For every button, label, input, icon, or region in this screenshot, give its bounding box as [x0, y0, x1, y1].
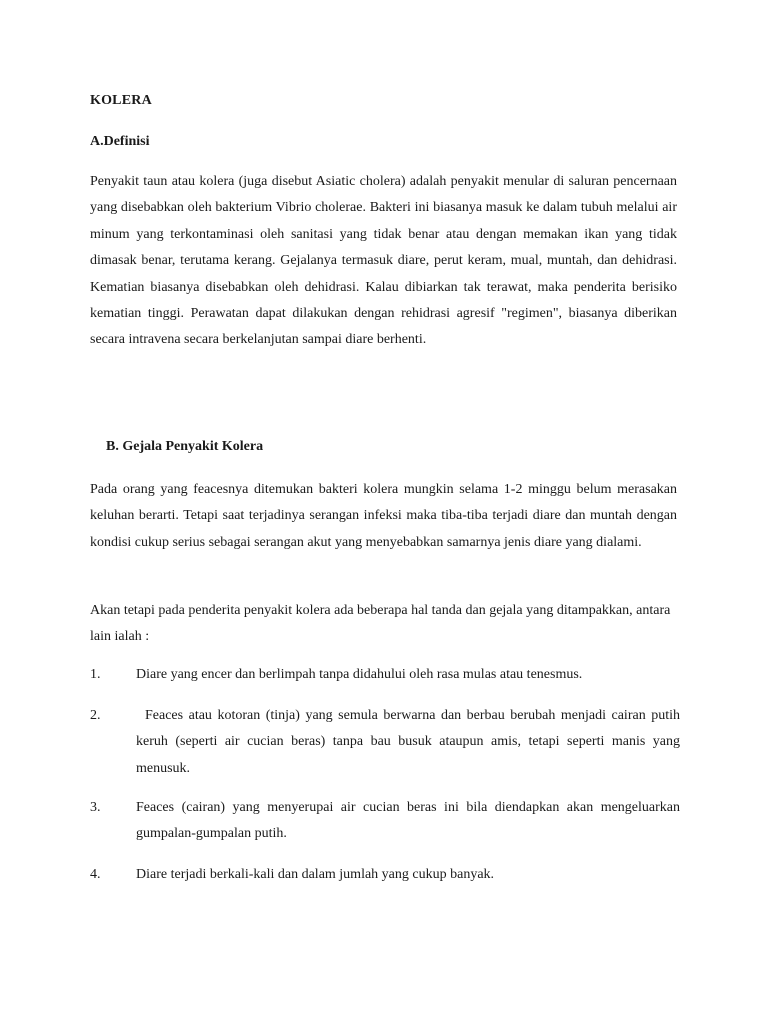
list-text: Diare terjadi berkali-kali dan dalam jumlah yang cukup banyak.	[136, 867, 495, 882]
list-number: 3.	[90, 800, 101, 815]
section-a-paragraph: Penyakit taun atau kolera (juga disebut Asiatic cholera) adalah penyakit menular di saluran pencernaan yang disebabkan oleh bakterium Vibrio cholerae. Bakteri ini biasanya masuk ke dalam tubuh melalui air minum yang terkontaminasi oleh sanitasi yang tidak benar atau dengan memakan ikan yang tidak dimasak benar, terutama kerang. Gejalanya termasuk diare, perut keram, mual, muntah, dan dehidrasi. Kematian biasanya disebabkan oleh dehidrasi. Kalau dibiarkan tak terawat, maka penderita berisiko kematian tinggi. Perawatan dapat dilakukan dengan rehidrasi agresif "regimen", biasanya diberikan secara intravena secara berkelanjutan sampai diare berhenti.	[90, 174, 677, 348]
list-text: Diare yang encer dan berlimpah tanpa didahului oleh rasa mulas atau tenesmus.	[136, 667, 583, 682]
list-number: 2.	[90, 708, 101, 723]
list-item	[90, 662, 680, 688]
section-b-paragraph-2: Akan tetapi pada penderita penyakit kolera ada beberapa hal tanda dan gejala yang ditampakkan, antara lain ialah :	[90, 603, 671, 645]
list-text: Feaces atau kotoran (tinja) yang semula berwarna dan berbau berubah menjadi cairan putih keruh (seperti air cucian beras) tanpa bau busuk ataupun amis, tetapi seperti manis yang menusuk.	[136, 708, 680, 776]
list-number: 4.	[90, 867, 101, 882]
document-title: KOLERA	[90, 93, 152, 108]
section-a-heading: A.Definisi	[90, 134, 150, 149]
list-item	[90, 703, 680, 782]
section-b-heading: B. Gejala Penyakit Kolera	[106, 439, 264, 454]
list-text: Feaces (cairan) yang menyerupai air cucian beras ini bila diendapkan akan mengeluarkan gumpalan-gumpalan putih.	[136, 800, 680, 842]
list-item	[90, 862, 680, 888]
list-number: 1.	[90, 667, 101, 682]
section-b-paragraph-1: Pada orang yang feacesnya ditemukan bakteri kolera mungkin selama 1-2 minggu belum merasakan keluhan berarti. Tetapi saat terjadinya serangan infeksi maka tiba-tiba terjadi diare dan muntah dengan kondisi cukup serius sebagai serangan akut yang menyebabkan samarnya jenis diare yang dialami.	[90, 482, 677, 550]
list-item	[90, 795, 680, 848]
